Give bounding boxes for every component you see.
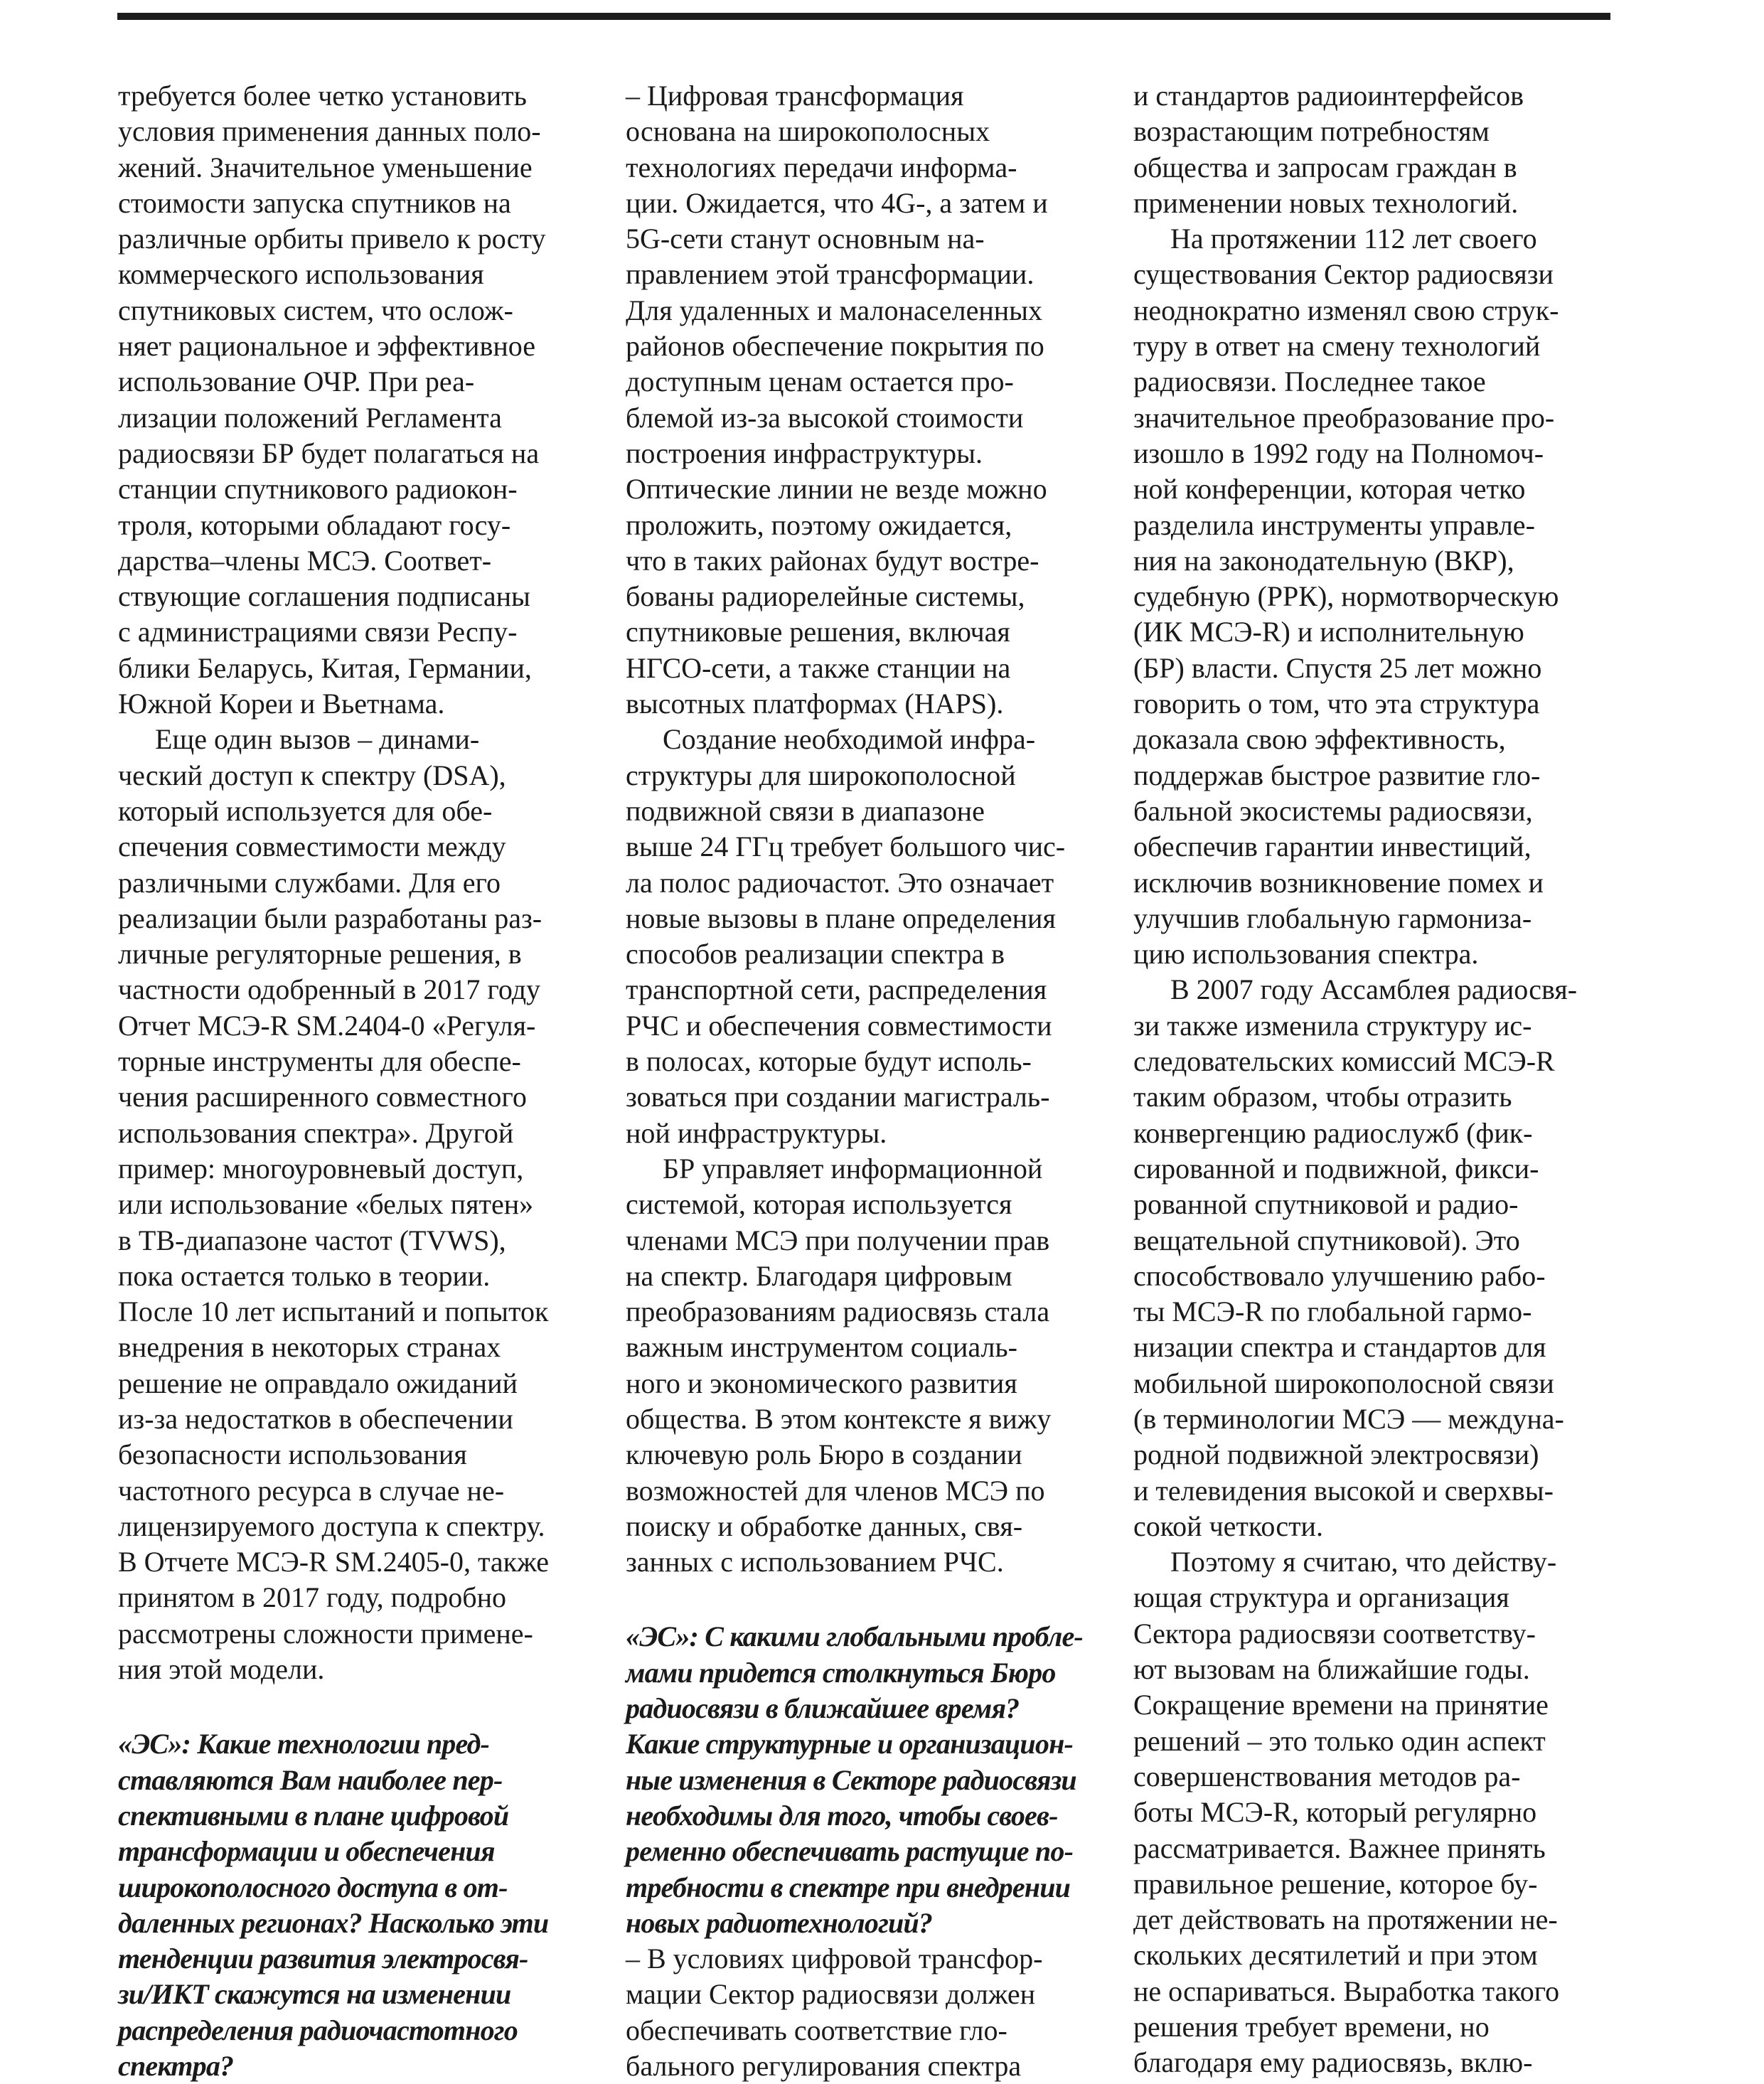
text-line: спутниковые решения, включая: [626, 616, 1010, 648]
text-line: Отчет МСЭ-R SM.2404-0 «Регуля-: [118, 1009, 536, 1042]
text-line: совершенствования методов ра-: [1133, 1760, 1521, 1792]
text-line: ного и экономического развития: [626, 1367, 1017, 1399]
text-line: новые вызовы в плане определения: [626, 902, 1056, 934]
text-line: различные орбиты привело к росту: [118, 223, 546, 255]
text-line: общества и запросам граждан в: [1133, 151, 1517, 183]
text-line: троля, которыми обладают госу-: [118, 508, 511, 541]
text-line: поиску и обработке данных, свя-: [626, 1509, 1023, 1542]
text-line: следовательских комиссий МСЭ-R: [1133, 1045, 1555, 1078]
text-line: Создание необходимой инфра-: [663, 723, 1036, 756]
paragraph-gap: [118, 1687, 580, 1726]
text-line: способов реализации спектра в: [626, 938, 1005, 971]
text-line: и стандартов радиоинтерфейсов: [1133, 80, 1524, 112]
text-line: бованы радиорелейные системы,: [626, 580, 1025, 613]
text-line: конвергенцию радиослужб (фик-: [1133, 1116, 1533, 1149]
text-line: зоваться при создании магистраль-: [626, 1081, 1050, 1113]
text-line: районов обеспечение покрытия по: [626, 330, 1044, 363]
text-line: говорить о том, что эта структура: [1133, 688, 1540, 720]
text-line: После 10 лет испытаний и попыток: [118, 1295, 549, 1328]
text-line: В Отчете МСЭ-R SM.2405-0, также: [118, 1546, 549, 1578]
text-line: стоимости запуска спутников на: [118, 186, 511, 219]
question-line: мами придется столкнуться Бюро: [626, 1656, 1056, 1689]
text-line: блемой из-за высокой стоимости: [626, 401, 1024, 434]
text-line: лизации положений Регламента: [118, 401, 502, 434]
text-line: РЧС и обеспечения совместимости: [626, 1009, 1052, 1042]
text-line: вещательной спутниковой). Это: [1133, 1224, 1520, 1256]
text-line: который используется для обе-: [118, 794, 493, 827]
text-line: Южной Кореи и Вьетнама.: [118, 688, 445, 720]
text-line: общества. В этом контексте я вижу: [626, 1402, 1052, 1435]
text-line: рассмотрены сложности примене-: [118, 1617, 533, 1650]
text-line: сированной и подвижной, фикси-: [1133, 1152, 1539, 1185]
text-line: (БР) власти. Спустя 25 лет можно: [1133, 651, 1542, 684]
text-line: родной подвижной электросвязи): [1133, 1438, 1539, 1471]
text-line: дет действовать на протяжении не-: [1133, 1903, 1558, 1936]
text-line: поддержав быстрое развитие гло-: [1133, 759, 1541, 791]
question-line: «ЭС»: Какие технологии пред-: [118, 1728, 490, 1760]
text-line: доступным ценам остается про-: [626, 365, 1014, 398]
text-line: основана на широкополосных: [626, 115, 990, 148]
text-line: принятом в 2017 году, подробно: [118, 1581, 506, 1614]
text-line: рованной спутниковой и радио-: [1133, 1188, 1519, 1221]
text-line: выше 24 ГГц требует большого чис-: [626, 830, 1066, 863]
text-line: безопасности использования: [118, 1438, 467, 1471]
text-line: таким образом, чтобы отразить: [1133, 1081, 1512, 1113]
text-line: использования спектра». Другой: [118, 1116, 514, 1149]
text-line: скольких десятилетий и при этом: [1133, 1939, 1538, 1972]
text-line: изошло в 1992 году на Полномоч-: [1133, 437, 1544, 469]
text-line: ющая структура и организация: [1133, 1581, 1509, 1614]
text-line: дарства–члены МСЭ. Соответ-: [118, 544, 492, 577]
text-line: в полосах, которые будут исполь-: [626, 1045, 1032, 1078]
text-line: возможностей для членов МСЭ по: [626, 1474, 1045, 1507]
question-line: радиосвязи в ближайшее время?: [626, 1692, 1020, 1725]
text-line: сокой четкости.: [1133, 1509, 1323, 1542]
text-line: НГСО-сети, а также станции на: [626, 651, 1011, 684]
text-line: станции спутникового радиокон-: [118, 473, 518, 506]
text-line: правильное решение, которое бу-: [1133, 1867, 1538, 1900]
text-line: В 2007 году Ассамблея радиосвя-: [1170, 973, 1578, 1006]
text-line: туру в ответ на смену технологий: [1133, 330, 1541, 363]
text-line: обеспечив гарантии инвестиций,: [1133, 830, 1532, 863]
text-column-1: [118, 78, 580, 2084]
text-line: спечения совместимости между: [118, 830, 506, 863]
text-line: условия применения данных поло-: [118, 115, 541, 148]
text-line: решения требует времени, но: [1133, 2011, 1490, 2043]
text-line: существования Сектор радиосвязи: [1133, 258, 1554, 291]
text-line: на спектр. Благодаря цифровым: [626, 1259, 1012, 1292]
text-line: частности одобренный в 2017 году: [118, 973, 541, 1006]
text-line: – В условиях цифровой трансфор-: [626, 1943, 1043, 1975]
text-line: чения расширенного совместного: [118, 1081, 527, 1113]
text-line: блики Беларусь, Китая, Германии,: [118, 651, 532, 684]
text-line: решений – это только один аспект: [1133, 1724, 1546, 1757]
question-line: зи/ИКТ скажутся на изменении: [118, 1978, 511, 2011]
text-line: использование ОЧР. При реа-: [118, 365, 475, 398]
text-line: спутниковых систем, что ослож-: [118, 294, 513, 326]
text-line: преобразованиям радиосвязь стала: [626, 1295, 1050, 1328]
text-line: из-за недостатков в обеспечении: [118, 1402, 513, 1435]
text-line: коммерческого использования: [118, 258, 484, 291]
text-line: Сектора радиосвязи соответству-: [1133, 1617, 1536, 1650]
text-line: ния этой модели.: [118, 1653, 325, 1686]
text-line: ключевую роль Бюро в создании: [626, 1438, 1022, 1471]
text-line: правлением этой трансформации.: [626, 258, 1035, 291]
text-line: подвижной связи в диапазоне: [626, 794, 985, 827]
text-line: радиосвязи БР будет полагаться на: [118, 437, 540, 469]
text-line: членами МСЭ при получении прав: [626, 1224, 1050, 1256]
text-line: ции. Ожидается, что 4G-, а затем и: [626, 186, 1048, 219]
text-line: зи также изменила структуру ис-: [1133, 1009, 1532, 1042]
question-line: широкополосного доступа в от-: [118, 1871, 508, 1903]
text-line: боты МСЭ-R, который регулярно: [1133, 1796, 1537, 1829]
text-line: проложить, поэтому ожидается,: [626, 508, 1012, 541]
top-rule: [117, 13, 1610, 20]
text-line: – Цифровая трансформация: [626, 80, 964, 112]
question-line: необходимы для того, чтобы своев-: [626, 1799, 1058, 1832]
text-line: благодаря ему радиосвязь, вклю-: [1133, 2046, 1533, 2079]
text-line: системой, которая используется: [626, 1188, 1012, 1221]
text-line: не оспариваться. Выработка такого: [1133, 1975, 1560, 2007]
text-line: значительное преобразование про-: [1133, 401, 1555, 434]
text-line: в ТВ-диапазоне частот (TVWS),: [118, 1224, 506, 1256]
text-line: различными службами. Для его: [118, 866, 501, 899]
text-line: мации Сектор радиосвязи должен: [626, 1978, 1036, 2011]
text-line: улучшив глобальную гармониза-: [1133, 902, 1532, 934]
text-line: На протяжении 112 лет своего: [1170, 223, 1537, 255]
text-line: Поэтому я считаю, что действу-: [1170, 1546, 1557, 1578]
text-line: торные инструменты для обеспе-: [118, 1045, 521, 1078]
text-line: обеспечивать соответствие гло-: [626, 2014, 1007, 2046]
text-line: ствующие соглашения подписаны: [118, 580, 530, 613]
text-line: 5G-сети станут основным на-: [626, 223, 985, 255]
text-line: транспортной сети, распределения: [626, 973, 1047, 1006]
text-line: личные регуляторные решения, в: [118, 938, 522, 971]
text-line: решение не оправдало ожиданий: [118, 1367, 518, 1399]
question-line: тенденции развития электросвя-: [118, 1943, 528, 1975]
question-line: даленных регионах? Насколько эти: [118, 1906, 549, 1939]
text-line: рассматривается. Важнее принять: [1133, 1832, 1546, 1864]
text-line: разделила инструменты управле-: [1133, 508, 1535, 541]
text-line: способствовало улучшению рабо-: [1133, 1259, 1546, 1292]
text-line: исключив возникновение помех и: [1133, 866, 1544, 899]
text-line: высотных платформах (HAPS).: [626, 688, 1004, 720]
text-line: пока остается только в теории.: [118, 1259, 491, 1292]
text-line: и телевидения высокой и сверхвы-: [1133, 1474, 1554, 1507]
text-line: неоднократно изменял свою струк-: [1133, 294, 1559, 326]
question-line: Какие структурные и организацион-: [626, 1728, 1073, 1760]
text-line: ной конференции, которая четко: [1133, 473, 1526, 506]
text-line: БР управляет информационной: [663, 1152, 1043, 1185]
paragraph-gap: [626, 1580, 1088, 1619]
text-line: судебную (РРК), нормотворческую: [1133, 580, 1559, 613]
text-line: бального регулирования спектра: [626, 2050, 1022, 2083]
text-column-3: [1133, 78, 1595, 2081]
text-line: важным инструментом социаль-: [626, 1331, 1017, 1364]
text-line: построения инфраструктуры.: [626, 437, 983, 469]
text-line: (в терминологии МСЭ — междуна-: [1133, 1402, 1564, 1435]
text-line: применении новых технологий.: [1133, 186, 1519, 219]
question-line: новых радиотехнологий?: [626, 1906, 933, 1939]
text-line: Сокращение времени на принятие: [1133, 1689, 1549, 1721]
text-line: радиосвязи. Последнее такое: [1133, 365, 1486, 398]
question-line: ставляются Вам наиболее пер-: [118, 1763, 503, 1796]
text-line: что в таких районах будут востре-: [626, 544, 1039, 577]
question-line: ные изменения в Секторе радиосвязи: [626, 1763, 1076, 1796]
text-line: низации спектра и стандартов для: [1133, 1331, 1546, 1364]
text-line: Еще один вызов – динами-: [155, 723, 480, 756]
question-line: трансформации и обеспечения: [118, 1835, 495, 1868]
text-line: технологиях передачи информа-: [626, 151, 1017, 183]
text-line: частотного ресурса в случае не-: [118, 1474, 505, 1507]
question-line: распределения радиочастотного: [118, 2014, 518, 2046]
text-line: реализации были разработаны раз-: [118, 902, 542, 934]
text-line: требуется более четко установить: [118, 80, 527, 112]
text-line: Оптические линии не везде можно: [626, 473, 1047, 506]
text-line: внедрения в некоторых странах: [118, 1331, 501, 1364]
text-line: с администрациями связи Респу-: [118, 616, 518, 648]
text-line: или использование «белых пятен»: [118, 1188, 534, 1221]
question-line: требности в спектре при внедрении: [626, 1871, 1071, 1903]
text-line: (ИК МСЭ-R) и исполнительную: [1133, 616, 1524, 648]
text-column-2: [626, 78, 1088, 2084]
text-line: занных с использованием РЧС.: [626, 1546, 1004, 1578]
text-line: ты МСЭ-R по глобальной гармо-: [1133, 1295, 1532, 1328]
text-line: мобильной широкополосной связи: [1133, 1367, 1554, 1399]
text-line: Для удаленных и малонаселенных: [626, 294, 1043, 326]
text-line: структуры для широкополосной: [626, 759, 1016, 791]
text-line: бальной экосистемы радиосвязи,: [1133, 794, 1533, 827]
text-line: жений. Значительное уменьшение: [118, 151, 533, 183]
text-line: доказала свою эффективность,: [1133, 723, 1506, 756]
text-line: возрастающим потребностям: [1133, 115, 1490, 148]
text-line: лицензируемого доступа к спектру.: [118, 1509, 545, 1542]
question-line: «ЭС»: С какими глобальными пробле-: [626, 1620, 1083, 1653]
text-line: ют вызовам на ближайшие годы.: [1133, 1653, 1530, 1686]
text-line: ческий доступ к спектру (DSA),: [118, 759, 506, 791]
text-line: ния на законодательную (ВКР),: [1133, 544, 1514, 577]
question-line: ременно обеспечивать растущие по-: [626, 1835, 1074, 1868]
text-line: няет рациональное и эффективное: [118, 330, 535, 363]
question-line: спективными в плане цифровой: [118, 1799, 509, 1832]
text-line: пример: многоуровневый доступ,: [118, 1152, 524, 1185]
text-line: ла полос радиочастот. Это означает: [626, 866, 1054, 899]
text-line: цию использования спектра.: [1133, 938, 1479, 971]
text-line: ной инфраструктуры.: [626, 1116, 887, 1149]
question-line: спектра?: [118, 2050, 234, 2083]
